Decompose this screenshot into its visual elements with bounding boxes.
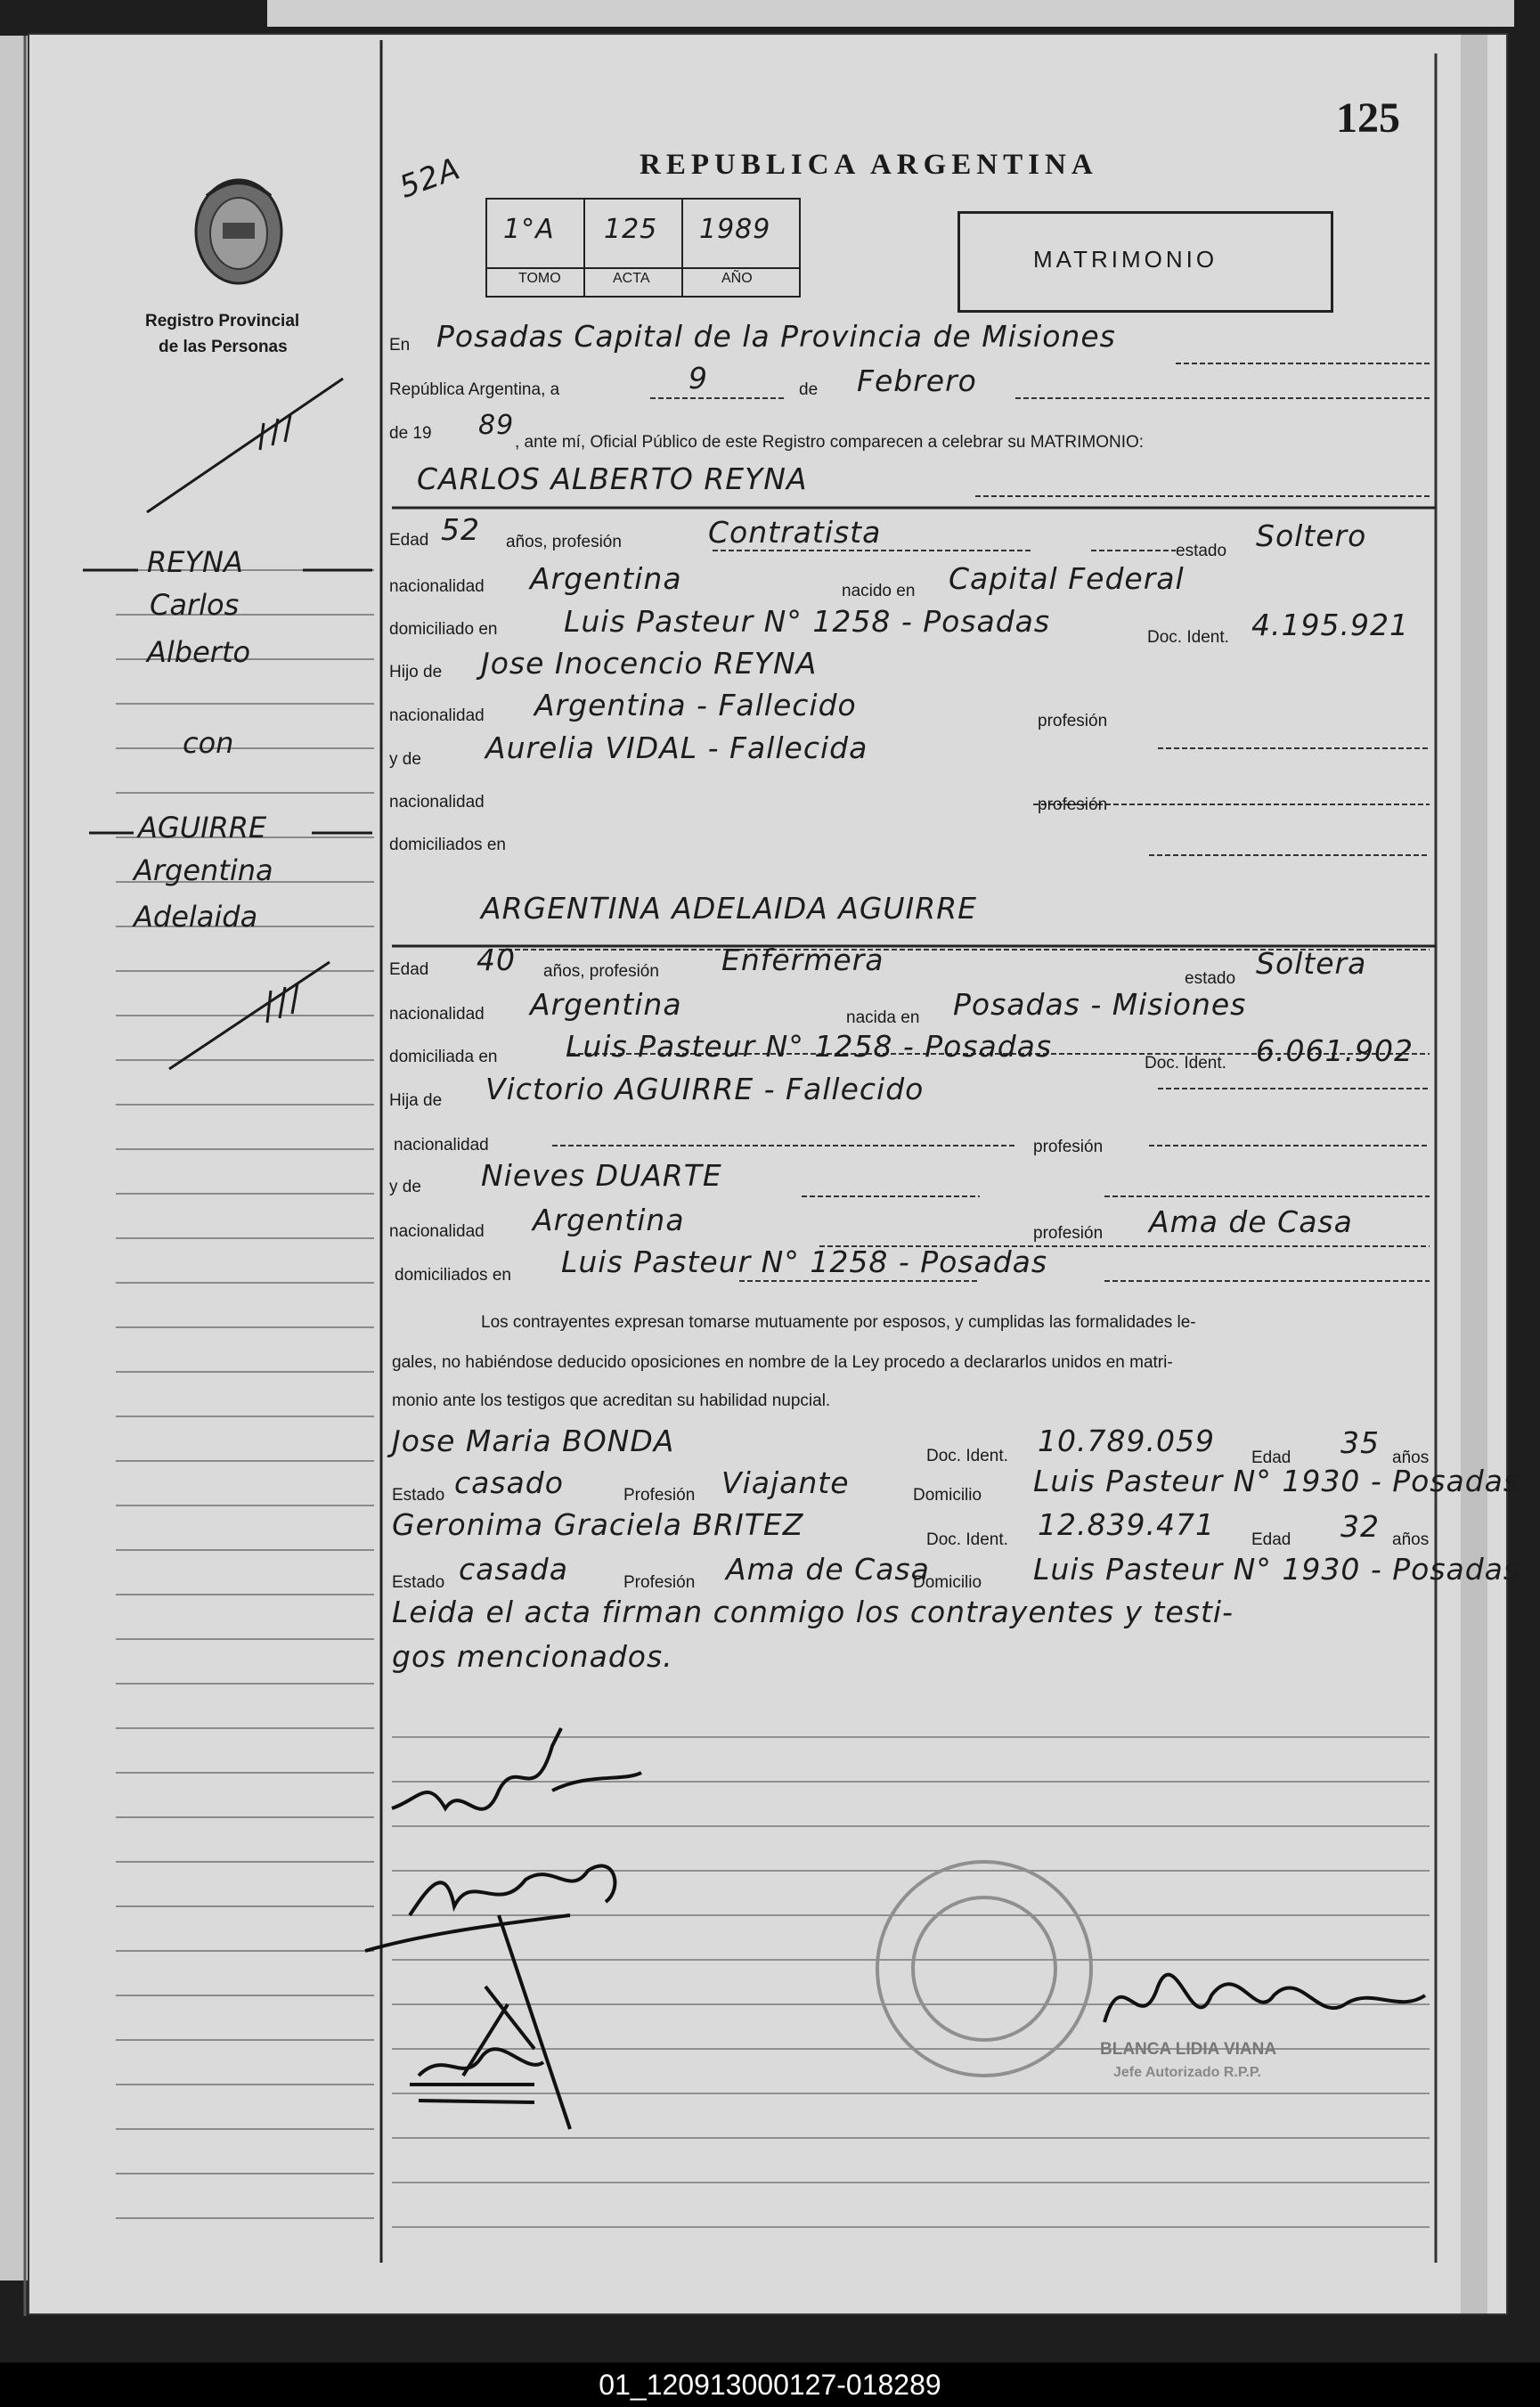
registry-line-1: Registro Provincial <box>145 312 300 330</box>
groom-profesion: Contratista <box>708 515 882 550</box>
groom-yde-label: y de <box>389 750 421 769</box>
witness2-dom-label: Domicilio <box>913 1573 982 1592</box>
margin-first-2b: Adelaida <box>134 900 258 934</box>
bride-anos-prof-label: años, profesión <box>543 962 659 981</box>
witness2-estado: casada <box>459 1552 568 1587</box>
groom-estado-label: estado <box>1176 542 1227 560</box>
ano-value: 1989 <box>699 214 771 245</box>
groom-doc: 4.195.921 <box>1251 608 1409 642</box>
en-label: En <box>389 336 411 355</box>
bride-doc: 6.061.902 <box>1256 1033 1414 1068</box>
official-stamp-line-2: Jefe Autorizado R.P.P. <box>1113 2065 1261 2080</box>
witness1-profesion: Viajante <box>721 1465 850 1500</box>
witness1-edad: 35 <box>1340 1425 1380 1460</box>
intro-formula: , ante mí, Oficial Público de este Registro comparecen a celebrar su MATRIMONIO: <box>515 433 1145 452</box>
bride-name: ARGENTINA ADELAIDA AGUIRRE <box>481 891 977 926</box>
witness1-domicilio: Luis Pasteur N° 1930 - Posadas <box>1033 1464 1520 1498</box>
formula-line-1: Los contrayentes expresan tomarse mutuamente por esposos, y cumplidas las formalidades le- <box>481 1313 1196 1332</box>
bride-mnac-label: nacionalidad <box>389 1222 485 1241</box>
margin-first-1: Carlos <box>150 588 240 622</box>
bride-edad: 40 <box>477 942 516 977</box>
bride-edad-label: Edad <box>389 960 429 979</box>
bride-yde-label: y de <box>389 1178 421 1196</box>
witness1-dom-label: Domicilio <box>913 1486 982 1505</box>
day-value: 9 <box>689 361 708 396</box>
witness2-edad: 32 <box>1340 1509 1380 1544</box>
bride-nac-label: nacionalidad <box>389 1005 485 1024</box>
witness2-doc-label: Doc. Ident. <box>926 1530 1008 1549</box>
groom-edad-label: Edad <box>389 531 429 550</box>
bride-doc-label: Doc. Ident. <box>1145 1054 1226 1073</box>
groom-anos-prof-label: años, profesión <box>506 533 622 551</box>
margin-surname-1: REYNA <box>147 545 243 579</box>
witness1-name: Jose Maria BONDA <box>392 1424 675 1458</box>
bride-mother-prof: Ama de Casa <box>1149 1204 1353 1239</box>
witness2-edad-label: Edad <box>1251 1530 1291 1549</box>
groom-nacido: Capital Federal <box>949 561 1185 596</box>
formula-line-3: monio ante los testigos que acreditan su habilidad nupcial. <box>392 1391 831 1410</box>
witness2-anos-label: años <box>1392 1530 1430 1549</box>
republica-label: República Argentina, a <box>389 380 560 399</box>
groom-doms-label: domiciliados en <box>389 836 506 854</box>
bride-domicilio-padres: Luis Pasteur N° 1258 - Posadas <box>561 1244 1048 1279</box>
bride-prof-label: profesión <box>1033 1138 1104 1156</box>
bride-profesion: Enfermera <box>721 942 884 977</box>
bride-estado-label: estado <box>1185 969 1236 988</box>
registry-line-2: de las Personas <box>159 338 288 356</box>
groom-dom-label: domiciliado en <box>389 620 498 639</box>
witness2-profesion: Ama de Casa <box>726 1552 930 1587</box>
witness1-prof-label: Profesión <box>623 1486 696 1505</box>
act-type-label: MATRIMONIO <box>1033 246 1218 273</box>
closing-line-2: gos mencionados. <box>392 1639 673 1674</box>
margin-connector: con <box>183 726 234 760</box>
groom-doc-label: Doc. Ident. <box>1147 628 1229 647</box>
groom-nac-label: nacionalidad <box>389 577 485 596</box>
formula-line-2: gales, no habiéndose deducido oposiciones en nombre de la Ley procedo a declararlos unidos en matri- <box>392 1353 1173 1372</box>
tomo-label: TOMO <box>518 271 561 286</box>
bride-estado: Soltera <box>1256 946 1367 981</box>
tomo-value: 1°A <box>503 214 555 245</box>
witness1-estado: casado <box>454 1465 564 1500</box>
witness1-doc-label: Doc. Ident. <box>926 1447 1008 1465</box>
acta-label: ACTA <box>613 271 650 286</box>
acta-value: 125 <box>604 214 658 245</box>
de-label: de <box>799 380 819 399</box>
groom-father-nac: Argentina - Fallecido <box>534 688 857 722</box>
groom-hijo-label: Hijo de <box>389 663 443 681</box>
witness1-doc: 10.789.059 <box>1038 1424 1215 1458</box>
groom-prof-label: profesión <box>1038 712 1108 730</box>
year-suffix: 89 <box>478 410 515 441</box>
margin-surname-2: AGUIRRE <box>138 811 267 844</box>
groom-prof2-label: profesión <box>1038 796 1108 814</box>
bride-mother: Nieves DUARTE <box>481 1158 722 1193</box>
witness2-estado-label: Estado <box>392 1573 445 1592</box>
bride-prof2-label: profesión <box>1033 1224 1104 1243</box>
witness2-doc: 12.839.471 <box>1038 1507 1215 1542</box>
country-heading: REPUBLICA ARGENTINA <box>640 149 1098 181</box>
bride-domicilio: Luis Pasteur N° 1258 - Posadas <box>566 1029 1053 1064</box>
bride-nacida-label: nacida en <box>846 1008 920 1027</box>
groom-mnac-label: nacionalidad <box>389 793 485 812</box>
bride-nacida: Posadas - Misiones <box>953 987 1247 1022</box>
witness2-name: Geronima Graciela BRITEZ <box>392 1507 804 1542</box>
groom-name: CARLOS ALBERTO REYNA <box>417 461 808 496</box>
month-value: Febrero <box>857 363 977 398</box>
bride-fnac-label: nacionalidad <box>394 1136 489 1155</box>
witness1-edad-label: Edad <box>1251 1448 1291 1467</box>
groom-edad: 52 <box>441 512 480 547</box>
place-value: Posadas Capital de la Provincia de Misiones <box>436 319 1116 354</box>
witness1-estado-label: Estado <box>392 1486 445 1505</box>
groom-domicilio: Luis Pasteur N° 1258 - Posadas <box>564 604 1051 639</box>
ano-label: AÑO <box>721 271 753 286</box>
corner-note: 52A <box>395 151 466 206</box>
page-number: 125 <box>1336 94 1400 142</box>
groom-father: Jose Inocencio REYNA <box>481 646 818 681</box>
coat-of-arms-icon <box>196 180 281 283</box>
bride-father: Victorio AGUIRRE - Fallecido <box>485 1072 925 1106</box>
bride-dom-label: domiciliada en <box>389 1048 498 1066</box>
year-prefix: de 19 <box>389 424 432 443</box>
footer-code: 01_120913000127-018289 <box>0 2362 1540 2407</box>
groom-nacido-label: nacido en <box>842 582 916 600</box>
witness1-anos-label: años <box>1392 1448 1430 1467</box>
closing-line-1: Leida el acta firman conmigo los contrayentes y testi- <box>392 1595 1234 1629</box>
margin-first-1b: Alberto <box>147 635 251 669</box>
official-stamp-line-1: BLANCA LIDIA VIANA <box>1100 2040 1277 2059</box>
witness2-prof-label: Profesión <box>623 1573 696 1592</box>
groom-mother: Aurelia VIDAL - Fallecida <box>485 730 868 765</box>
witness2-domicilio: Luis Pasteur N° 1930 - Posadas <box>1033 1552 1520 1587</box>
groom-estado: Soltero <box>1256 518 1367 553</box>
groom-nacionalidad: Argentina <box>530 561 682 596</box>
bride-doms-label: domiciliados en <box>395 1266 511 1285</box>
bride-mother-nac: Argentina <box>533 1203 685 1237</box>
margin-first-2: Argentina <box>134 853 273 887</box>
bride-nacionalidad: Argentina <box>530 987 682 1022</box>
bride-hija-label: Hija de <box>389 1091 443 1110</box>
groom-fnac-label: nacionalidad <box>389 706 485 725</box>
